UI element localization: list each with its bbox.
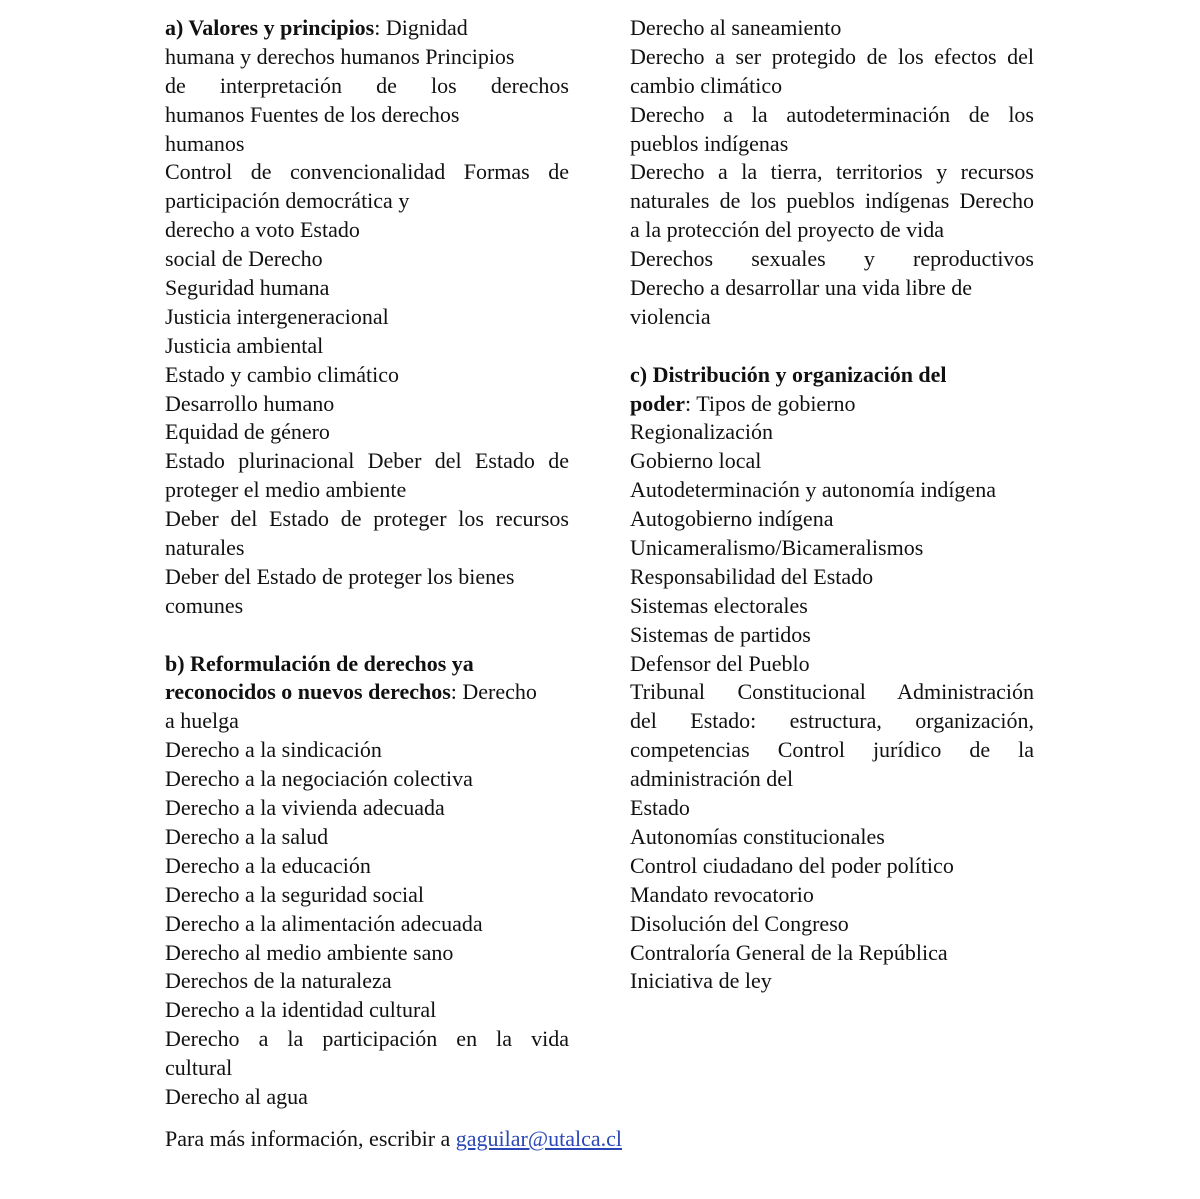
- section-c-line: Responsabilidad del Estado: [630, 563, 874, 589]
- section-a-heading: a) Valores y principios: [165, 15, 375, 40]
- section-c-line: Gobierno local: [630, 448, 762, 474]
- section-a-line: Equidad de género: [165, 419, 330, 445]
- right-column: [630, 14, 1034, 996]
- section-c-heading-line: [630, 390, 1034, 419]
- section-c-line: Unicameralismo/Bicameralismos: [630, 535, 924, 561]
- section-c-line: Regionalización: [630, 419, 773, 445]
- section-c-line: Mandato revocatorio: [630, 881, 814, 907]
- section-b-line: Derecho a la salud: [165, 823, 329, 849]
- section-b-continued-line: Derechos sexuales y reproductivos: [630, 246, 1034, 272]
- section-spacer: [165, 621, 569, 650]
- section-a-line: humanos Fuentes de los derechos: [165, 101, 460, 127]
- section-b-line: Derecho al medio ambiente sano: [165, 939, 454, 965]
- section-c-line: Autonomías constitucionales: [630, 823, 885, 849]
- section-a-line: humanos: [165, 130, 245, 156]
- email-link[interactable]: gaguilar@utalca.cl: [455, 1126, 623, 1151]
- section-a-line: Deber del Estado de proteger los recursos: [165, 506, 569, 532]
- section-a-line: de interpretación de los derechos: [165, 72, 569, 98]
- footer-text: Para más información, escribir a: [165, 1126, 456, 1151]
- section-c-heading: c) Distribución y organización del: [630, 361, 947, 387]
- section-c-line: competencias Control jurídico de la: [630, 737, 1034, 763]
- section-a-line: humana y derechos humanos Principios: [165, 43, 515, 69]
- section-a-line: Justicia ambiental: [165, 332, 324, 358]
- section-c-line: Estado: [630, 795, 690, 821]
- section-b-heading-tail: : Derecho: [450, 679, 537, 705]
- section-b-line: Derecho a la negociación colectiva: [165, 766, 473, 792]
- section-b-line: Derecho a la seguridad social: [165, 881, 424, 907]
- section-b-continued-line: a la protección del proyecto de vida: [630, 217, 944, 243]
- section-b-continued-line: Derecho a ser protegido de los efectos del: [630, 43, 1034, 69]
- section-a-line: Justicia intergeneracional: [165, 303, 389, 329]
- section-b-continued-line: Derecho a desarrollar una vida libre de: [630, 275, 973, 301]
- section-a-line: Estado plurinacional Deber del Estado de: [165, 448, 569, 474]
- section-a-heading-line: [165, 14, 569, 43]
- section-c-line: Contraloría General de la República: [630, 939, 948, 965]
- section-b-continued-line: cambio climático: [630, 72, 783, 98]
- section-b-heading-line2: reconocidos o nuevos derechos: [165, 679, 451, 705]
- left-column: [165, 14, 569, 1112]
- section-b-heading-line: [165, 678, 569, 707]
- section-a-heading-tail: : Dignidad: [374, 15, 468, 40]
- section-b-line: Derecho al agua: [165, 1083, 308, 1109]
- section-c-line: Sistemas electorales: [630, 592, 808, 618]
- section-c-line: Iniciativa de ley: [630, 968, 772, 994]
- section-a-line: Deber del Estado de proteger los bienes: [165, 563, 515, 589]
- section-a-line: Seguridad humana: [165, 275, 330, 301]
- section-b-continued-line: naturales de los pueblos indígenas Derecho: [630, 188, 1034, 214]
- section-b-continued-line: violencia: [630, 303, 711, 329]
- section-c-line: Defensor del Pueblo: [630, 650, 810, 676]
- section-b-continued-line: pueblos indígenas: [630, 130, 789, 156]
- section-c-line: Autogobierno indígena: [630, 506, 834, 532]
- section-b-line: Derecho a la educación: [165, 852, 371, 878]
- section-c-line: del Estado: estructura, organización,: [630, 708, 1034, 734]
- section-b-continued-line: Derecho a la tierra, territorios y recursos: [630, 159, 1034, 185]
- section-c-line: Sistemas de partidos: [630, 621, 811, 647]
- section-a-line: proteger el medio ambiente: [165, 477, 407, 503]
- section-c-line: Autodeterminación y autonomía indígena: [630, 477, 996, 503]
- section-a-line: comunes: [165, 592, 244, 618]
- section-c-line: Disolución del Congreso: [630, 910, 849, 936]
- section-b-line: Derecho a la alimentación adecuada: [165, 910, 483, 936]
- section-b-line: cultural: [165, 1055, 233, 1081]
- section-b-line: Derecho a la identidad cultural: [165, 997, 437, 1023]
- section-a-line: social de Derecho: [165, 246, 323, 272]
- section-a-line: derecho a voto Estado: [165, 217, 360, 243]
- section-b-line: a huelga: [165, 708, 239, 734]
- section-c-line: Control ciudadano del poder político: [630, 852, 954, 878]
- section-b-line: Derechos de la naturaleza: [165, 968, 392, 994]
- section-b-line: Derecho a la sindicación: [165, 737, 382, 763]
- section-c-heading-line2: poder: [630, 390, 685, 416]
- section-c-line: administración del: [630, 766, 794, 792]
- section-b-line: Derecho a la participación en la vida: [165, 1026, 569, 1052]
- section-a-line: Estado y cambio climático: [165, 361, 399, 387]
- section-b-line: Derecho a la vivienda adecuada: [165, 795, 445, 821]
- section-a-line: Desarrollo humano: [165, 390, 335, 416]
- section-c-heading-tail: : Tipos de gobierno: [685, 390, 856, 416]
- section-b-continued-line: Derecho a la autodeterminación de los: [630, 101, 1034, 127]
- footer-contact: [165, 1124, 622, 1154]
- section-c-line: Tribunal Constitucional Administración: [630, 679, 1034, 705]
- section-a-line: participación democrática y: [165, 188, 410, 214]
- section-b-heading: b) Reformulación de derechos ya: [165, 650, 474, 676]
- section-a-line: Control de convencionalidad Formas de: [165, 159, 569, 185]
- section-spacer: [630, 332, 1034, 361]
- section-b-continued-line: Derecho al saneamiento: [630, 15, 842, 40]
- section-a-line: naturales: [165, 535, 245, 561]
